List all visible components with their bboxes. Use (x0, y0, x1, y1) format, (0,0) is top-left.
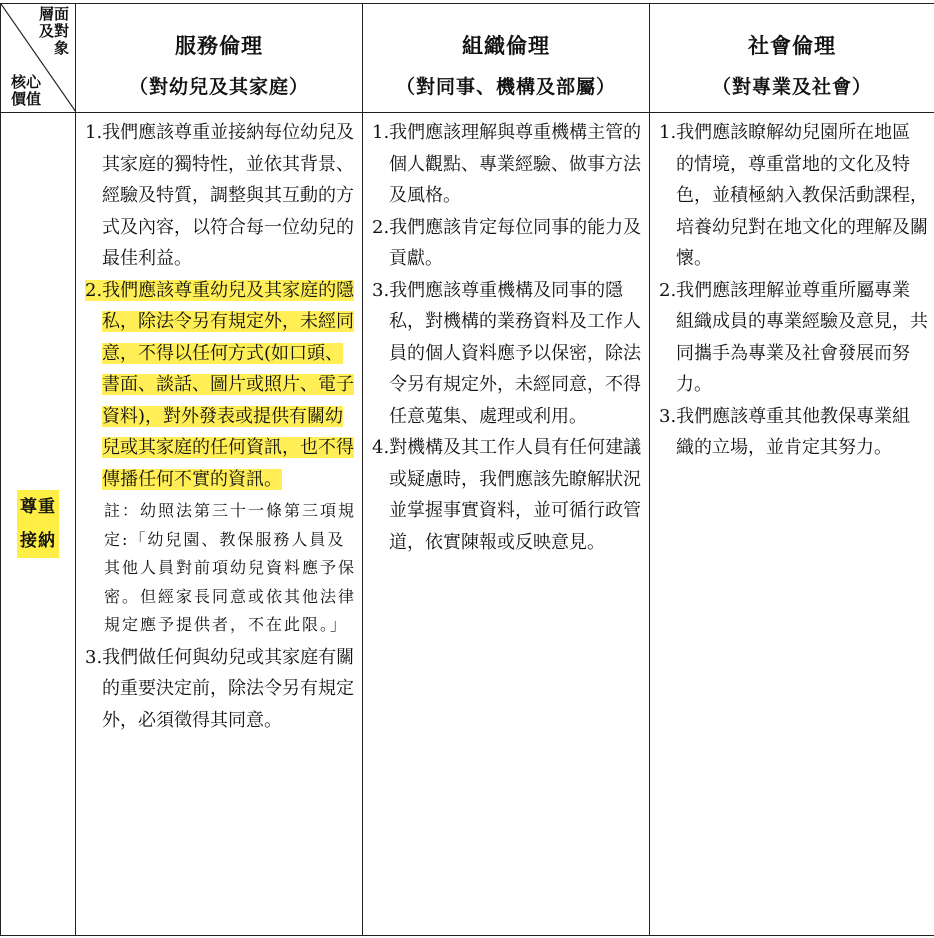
core-value-cell (1, 113, 76, 936)
header-service (76, 4, 363, 113)
list-item: 2.我們應該肯定每位同事的能力及貢獻。 (372, 216, 642, 269)
list-item: 3.我們做任何與幼兒或其家庭有關的重要決定前，除法令另有規定外，必須徵得其同意。 (85, 646, 355, 731)
society-column (650, 113, 934, 936)
header-organization (363, 4, 650, 113)
corner-cell (1, 4, 76, 113)
corner-top-label: 層面 及對 象 (38, 5, 69, 57)
corner-bottom-label: 核心 價值 (11, 73, 42, 108)
content-row (1, 113, 934, 936)
column-subtitle: （對幼兒及其家庭） (128, 76, 309, 98)
header-row (1, 4, 934, 113)
column-title: 組織倫理 (462, 33, 550, 58)
highlighted-text: 2.我們應該尊重幼兒及其家庭的隱私，除法令另有規定外，未經同意，不得以任何方式(如口頭、書面、談話、圖片或照片、電子資料)，對外發表或提供有關幼兒或其家庭的任何資訊，也不得傳播任何不實的資訊。 (85, 279, 355, 490)
organization-column (363, 113, 650, 936)
column-subtitle: （對專業及社會） (711, 76, 872, 98)
core-value-label: 尊重 接納 (17, 490, 59, 558)
legal-note: 註：幼照法第三十一條第三項規定:「幼兒園、教保服務人員及其他人員對前項幼兒資料應予保密。但經家長同意或依其他法律規定應予提供者，不在此限。」 (104, 501, 357, 634)
list-item: 3.我們應該尊重機構及同事的隱私，對機構的業務資料及工作人員的個人資料應予以保密，除法令另有規定外，未經同意，不得任意蒐集、處理或利用。 (372, 279, 641, 427)
column-title: 社會倫理 (748, 33, 836, 58)
column-title: 服務倫理 (175, 33, 263, 58)
list-item: 4.對機構及其工作人員有任何建議或疑慮時，我們應該先瞭解狀況並掌握事實資料，並可循行政管道，依實陳報或反映意見。 (372, 437, 642, 553)
list-item: 1.我們應該瞭解幼兒園所在地區的情境，尊重當地的文化及特色，並積極納入教保活動課程，培養幼兒對在地文化的理解及關懷。 (659, 122, 928, 269)
list-item: 3.我們應該尊重其他教保專業組織的立場，並肯定其努力。 (659, 405, 911, 458)
column-subtitle: （對同事、機構及部屬） (395, 76, 616, 98)
header-society (650, 4, 934, 113)
list-item: 2.我們應該理解並尊重所屬專業組織成員的專業經驗及意見，共同攜手為專業及社會發展而努力。 (659, 279, 928, 395)
list-item-highlighted (85, 275, 356, 496)
service-column (76, 113, 363, 936)
ethics-table (0, 3, 934, 938)
list-item: 1.我們應該理解與尊重機構主管的個人觀點、專業經驗、做事方法及風格。 (372, 122, 642, 206)
list-item: 1.我們應該尊重並接納每位幼兒及其家庭的獨特性，並依其背景、經驗及特質，調整與其互動的方式及內容，以符合每一位幼兒的最佳利益。 (85, 122, 355, 269)
